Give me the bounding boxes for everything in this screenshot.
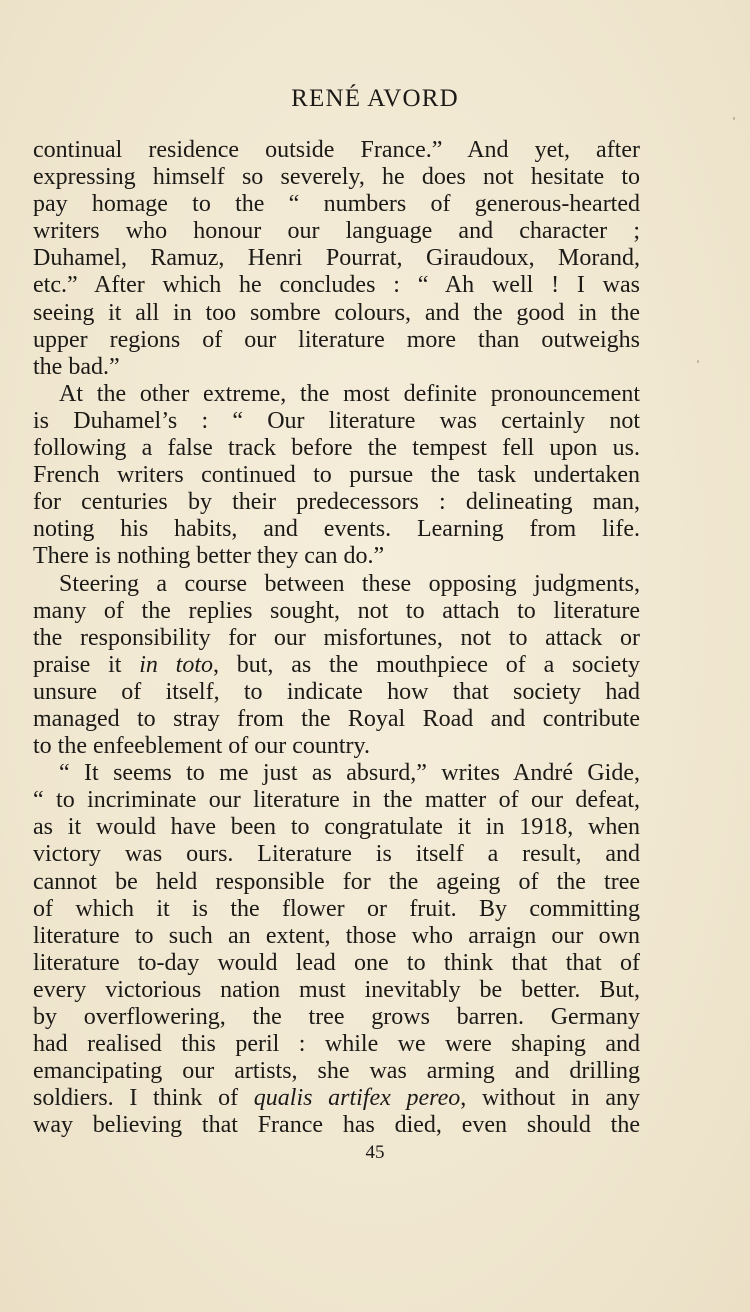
text-line: There is nothing better they can do.”: [33, 543, 385, 570]
text-line: “ to incriminate our literature in the matter of our defeat,: [33, 787, 640, 814]
running-head: RENÉ AVORD: [291, 85, 459, 112]
text-line: by overflowering, the tree grows barren. Germany: [33, 1004, 640, 1030]
text-line: praise it in toto, but, as the mouthpiece of a society: [33, 651, 640, 678]
paper-speck: [733, 117, 735, 120]
text-line: to the enfeeblement of our country.: [33, 733, 370, 760]
text-line: victory was ours. Literature is itself a result, and: [33, 841, 640, 868]
text-line: every victorious nation must inevitably be better. But,: [33, 976, 640, 1003]
paper-speck: [697, 360, 699, 363]
italic-phrase: in toto: [139, 651, 213, 678]
text-line: unsure of itself, to indicate how that society had: [33, 678, 640, 705]
text-line: is Duhamel’s : “ Our literature was certainly not: [33, 407, 640, 434]
text-line: many of the replies sought, not to attach to literature: [33, 597, 640, 624]
text-line: writers who honour our language and character ;: [33, 218, 640, 245]
text-line: the responsibility for our misfortunes, not to attack or: [33, 624, 640, 651]
page-number: 45: [365, 1142, 385, 1163]
text-line: the bad.”: [33, 353, 120, 380]
text-line: At the other extreme, the most definite pronouncement: [59, 380, 640, 407]
text-line: expressing himself so severely, he does not hesitate to: [33, 164, 640, 191]
text-line: “ It seems to me just as absurd,” writes André Gide,: [59, 760, 640, 787]
text-line: French writers continued to pursue the task undertaken: [33, 462, 640, 489]
text-line: of which it is the flower or fruit. By committing: [33, 895, 640, 922]
text-line: following a false track before the tempest fell upon us.: [33, 435, 640, 462]
text-line: way believing that France has died, even should the: [33, 1112, 640, 1139]
text-line: noting his habits, and events. Learning from life.: [33, 516, 640, 543]
text-line: cannot be held responsible for the ageing of the tree: [33, 868, 640, 895]
text-line: emancipating our artists, she was arming and drilling: [33, 1058, 640, 1085]
text-line: literature to such an extent, those who arraign our own: [33, 922, 640, 949]
text-line: for centuries by their predecessors : delineating man,: [33, 489, 640, 516]
italic-phrase: qualis artifex pereo: [253, 1085, 461, 1112]
text-line: Duhamel, Ramuz, Henri Pourrat, Giraudoux, Morand,: [33, 245, 640, 272]
text-line: Steering a course between these opposing judgments,: [59, 570, 640, 597]
text-line: managed to stray from the Royal Road and contribute: [33, 705, 640, 732]
text-line: upper regions of our literature more than outweighs: [33, 326, 640, 353]
text-line: as it would have been to congratulate it in 1918, when: [33, 814, 640, 841]
text-line: soldiers. I think of qualis artifex pereo, without in any: [33, 1085, 641, 1112]
text-line: continual residence outside France.” And yet, after: [33, 137, 640, 163]
text-line: etc.” After which he concludes : “ Ah well ! I was: [33, 272, 640, 299]
text-line: pay homage to the “ numbers of generous-hearted: [33, 191, 640, 218]
text-line: seeing it all in too sombre colours, and the good in the: [33, 299, 640, 326]
text-line: literature to-day would lead one to think that that of: [33, 949, 640, 976]
text-line: had realised this peril : while we were shaping and: [33, 1031, 640, 1058]
body-text: [33, 137, 640, 1139]
